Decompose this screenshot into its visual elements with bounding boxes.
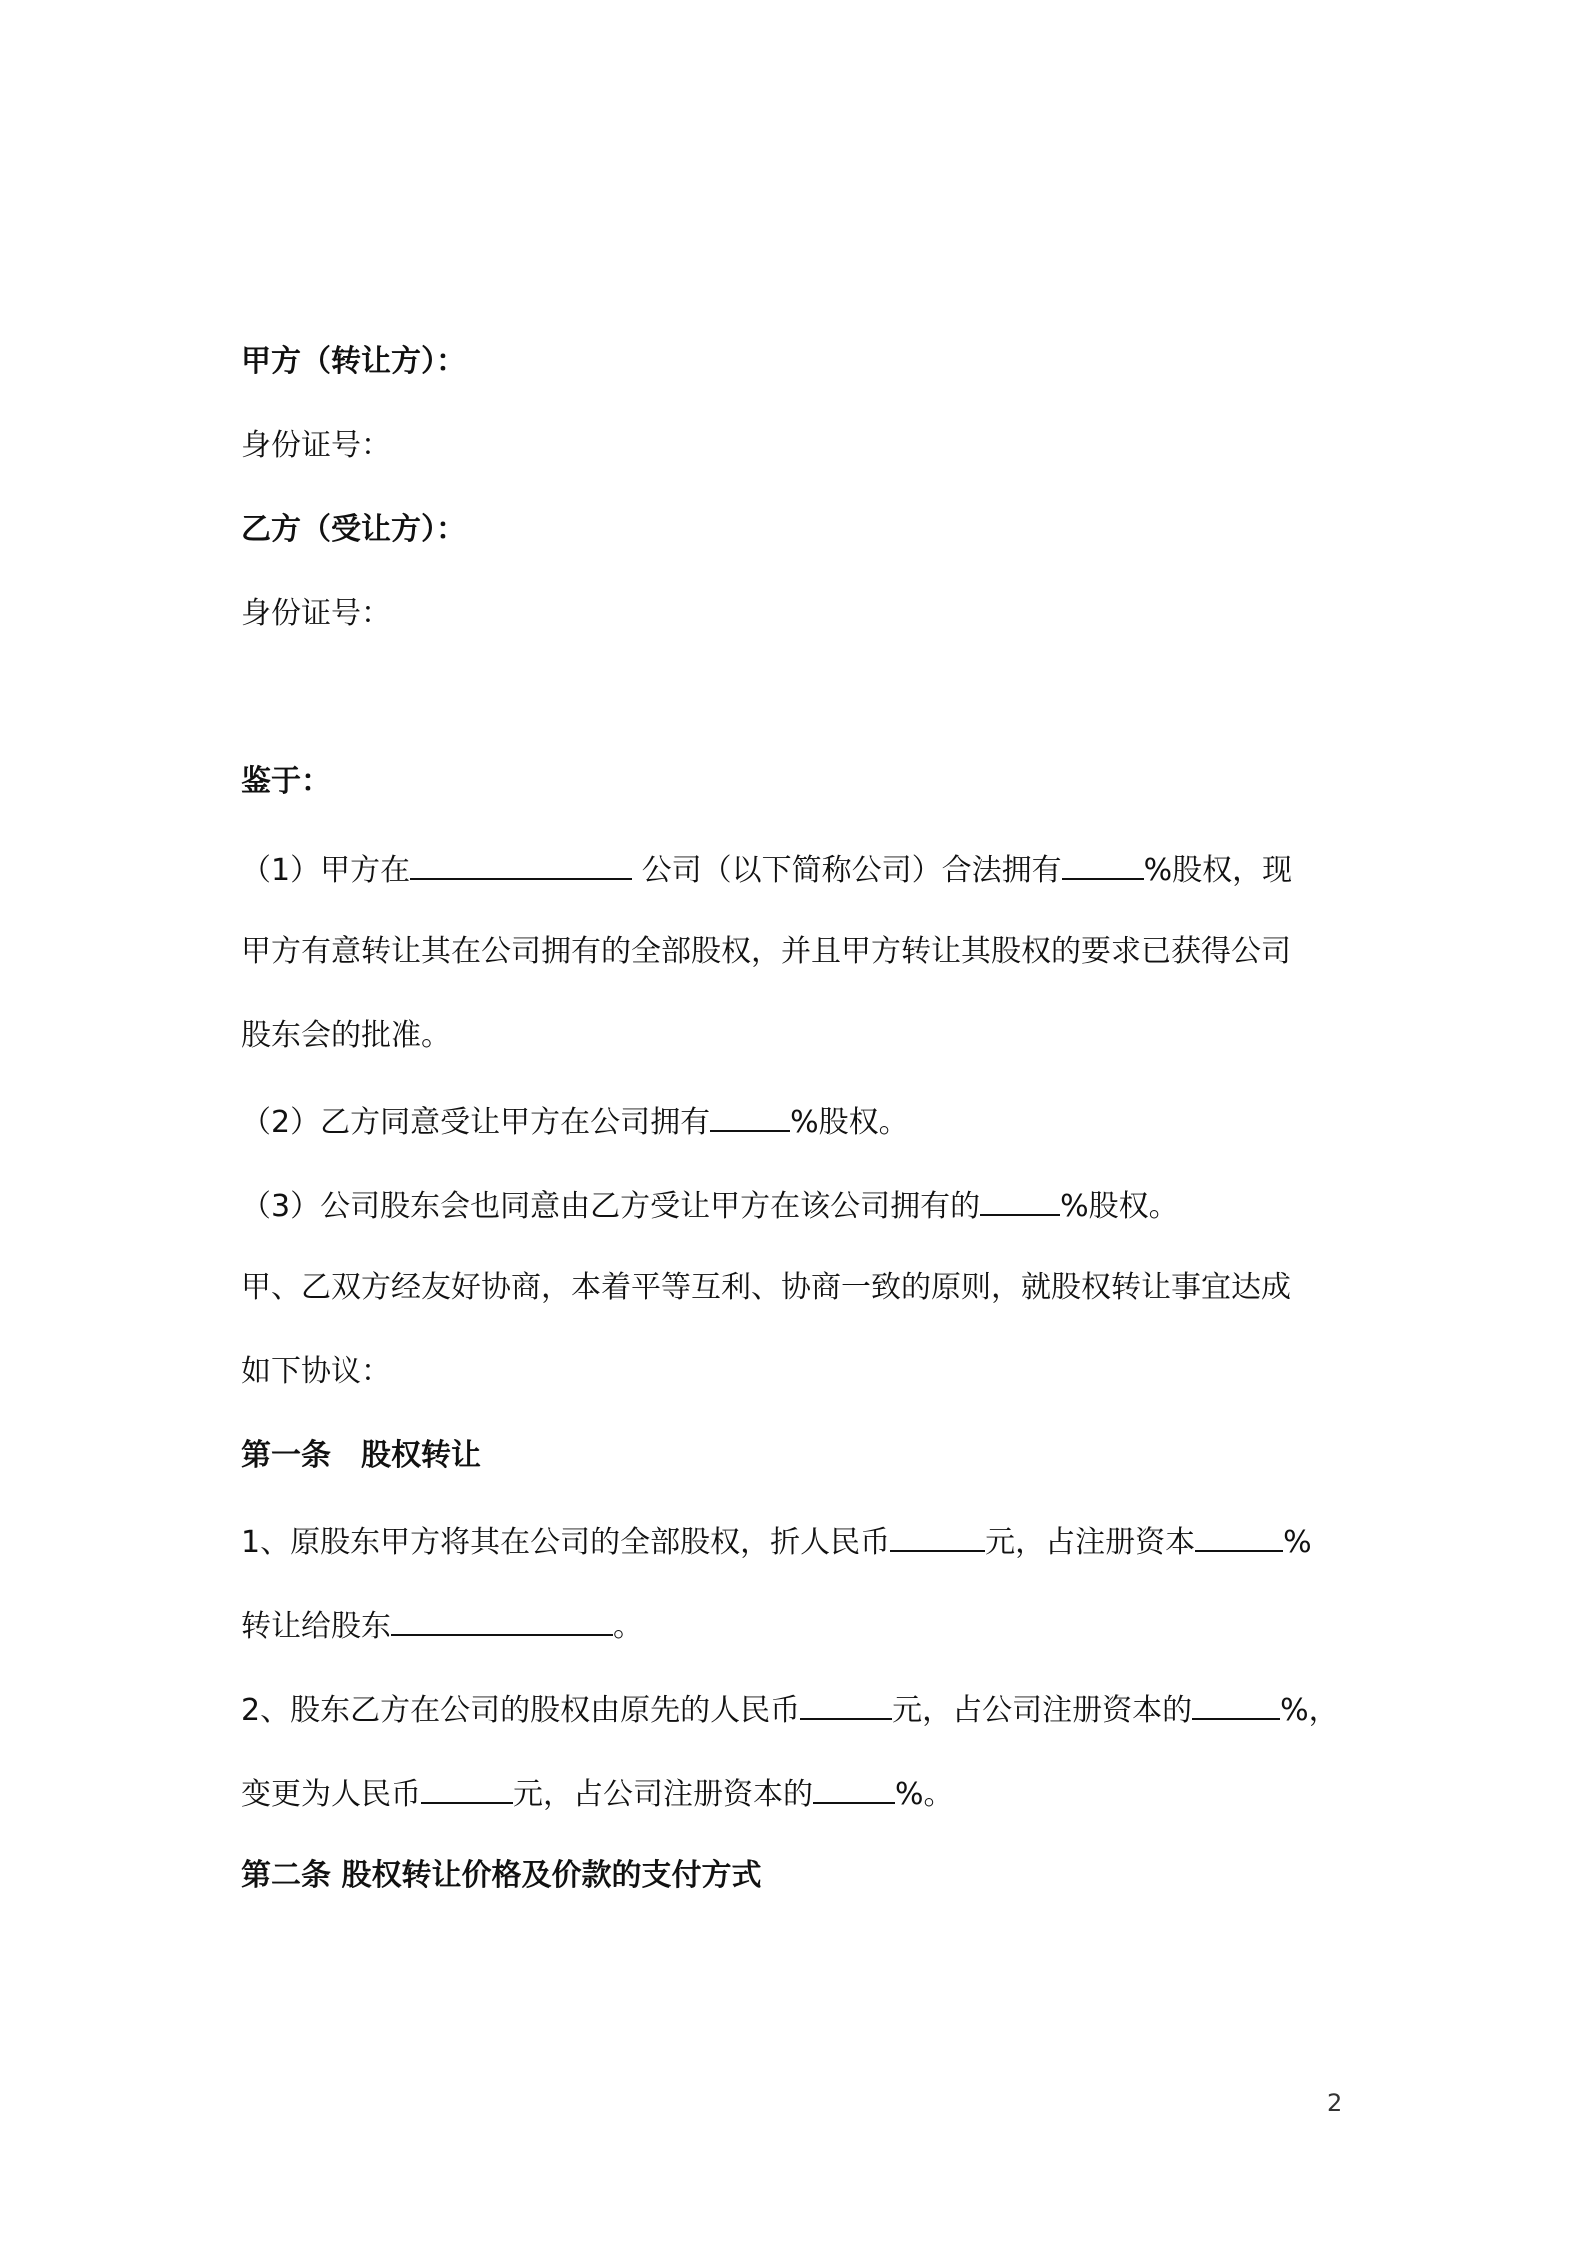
recital-2-prefix: （2）乙方同意受让甲方在公司拥有 (241, 1105, 711, 1140)
recital-item-3 (241, 1184, 1179, 1227)
party-b-id-label: 身份证号： (241, 596, 391, 631)
amount-blank (890, 1520, 985, 1552)
clause-2-prefix: 2、股东乙方在公司的股权由原先的人民币 (241, 1693, 801, 1728)
party-a-label: 甲方（转让方）： (241, 344, 466, 379)
percent-blank (1195, 1520, 1283, 1552)
recitals-heading: 鉴于： (241, 764, 331, 799)
article-1-clause-1 (241, 1520, 1312, 1563)
party-a-id-label: 身份证号： (241, 428, 391, 463)
clause-2-line2-mid: 元，占公司注册资本的 (513, 1777, 813, 1812)
equity-percent-blank (710, 1100, 790, 1132)
amount-blank (800, 1688, 892, 1720)
article-1-heading: 第一条 股权转让 (241, 1438, 481, 1473)
recital-1-prefix: （1）甲方在 (241, 853, 411, 888)
clause-2-line2-prefix: 变更为人民币 (241, 1777, 421, 1812)
percent-blank (813, 1772, 895, 1804)
clause-1-line2-prefix: 转让给股东 (241, 1609, 391, 1644)
recital-3-prefix: （3）公司股东会也同意由乙方受让甲方在该公司拥有的 (241, 1189, 981, 1224)
party-b-label: 乙方（受让方）： (241, 512, 466, 547)
equity-percent-blank (1062, 848, 1144, 880)
recital-3-suffix: %股权。 (1060, 1189, 1179, 1224)
recital-2-suffix: %股权。 (790, 1105, 909, 1140)
equity-percent-blank (980, 1184, 1060, 1216)
recital-1-line-3: 股东会的批准。 (241, 1018, 451, 1053)
amount-blank (421, 1772, 513, 1804)
clause-1-mid: 元，占注册资本 (985, 1525, 1196, 1560)
article-1-clause-2-line-2 (241, 1772, 954, 1815)
clause-2-suffix: %， (1280, 1693, 1339, 1728)
recital-item-2 (241, 1100, 909, 1143)
page-number: 2 (1327, 2089, 1343, 2117)
shareholder-name-blank (391, 1604, 613, 1636)
article-2-heading: 第二条 股权转让价格及价款的支付方式 (241, 1858, 762, 1893)
clause-1-suffix: % (1283, 1525, 1312, 1560)
recital-1-line-2: 甲方有意转让其在公司拥有的全部股权，并且甲方转让其股权的要求已获得公司 (241, 934, 1291, 969)
article-1-clause-2 (241, 1688, 1339, 1731)
article-1-clause-1-line-2 (241, 1604, 643, 1647)
company-name-blank (410, 848, 632, 880)
agreement-line-2: 如下协议： (241, 1354, 391, 1389)
recital-1-mid2: %股权，现 (1143, 853, 1293, 888)
percent-blank (1192, 1688, 1280, 1720)
clause-1-line2-suffix: 。 (613, 1609, 643, 1644)
recital-1-mid1: 公司（以下简称公司）合法拥有 (632, 853, 1062, 888)
clause-2-mid: 元，占公司注册资本的 (892, 1693, 1193, 1728)
clause-1-prefix: 1、原股东甲方将其在公司的全部股权，折人民币 (241, 1525, 891, 1560)
recital-item-1 (241, 848, 1292, 891)
clause-2-line2-suffix: %。 (895, 1777, 954, 1812)
agreement-line-1: 甲、乙双方经友好协商，本着平等互利、协商一致的原则，就股权转让事宜达成 (241, 1270, 1291, 1305)
